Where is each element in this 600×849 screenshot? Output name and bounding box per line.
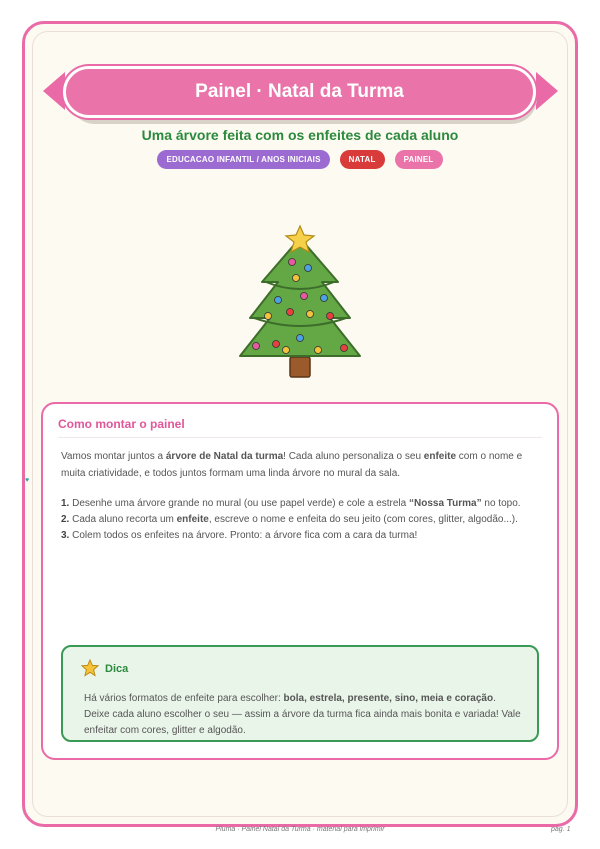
title-banner (63, 66, 536, 118)
steps-list (61, 496, 543, 544)
tag-level: EDUCACAO INFANTIL / ANOS INICIAIS (157, 150, 329, 169)
banner-arrow-right (536, 72, 558, 110)
instructions-card (41, 402, 559, 760)
tip-text: Há vários formatos de enfeite para escolher: bola, estrela, presente, sino, meia e coração. Deixe cada aluno escolher o seu — assim a árvore da turma fica ainda mais bonita e variada! Vale enfeitar com cores, glitter e algodão. (84, 693, 521, 736)
banner-arrow-left (43, 72, 65, 110)
tag-natal: NATAL (340, 150, 385, 169)
page-subtitle: Uma árvore feita com os enfeites de cada aluno (141, 127, 459, 143)
tag-list (0, 150, 600, 169)
card-divider (58, 437, 542, 438)
step-item: 2. Cada aluno recorta um enfeite, escreve o nome e enfeita do seu jeito (com cores, glitter, algodão...). (61, 514, 518, 525)
page-title: Painel · Natal da Turma (195, 81, 404, 102)
star-icon (81, 659, 99, 677)
heart-icon: ♥ (25, 477, 30, 484)
step-item: 1. Desenhe uma árvore grande no mural (ou use papel verde) e cole a estrela “Nossa Turma” no topo. (61, 498, 521, 509)
page-number: pág. 1 (551, 826, 571, 833)
intro-paragraph: Vamos montar juntos a árvore de Natal da turma! Cada aluno personaliza o seu enfeite com o nome e muita criatividade, e todos juntos formam uma linda árvore no mural da sala. (61, 451, 523, 479)
tip-box (61, 645, 539, 742)
tip-title: Dica (105, 663, 129, 675)
footer-text: Pluma · Painel Natal da Turma · material para imprimir (215, 826, 385, 833)
card-title: Como montar o painel (58, 417, 185, 431)
step-item: 3. Colem todos os enfeites na árvore. Pronto: a árvore fica com a cara da turma! (61, 530, 418, 541)
tag-painel: PAINEL (395, 150, 443, 169)
christmas-tree-icon (230, 222, 370, 382)
